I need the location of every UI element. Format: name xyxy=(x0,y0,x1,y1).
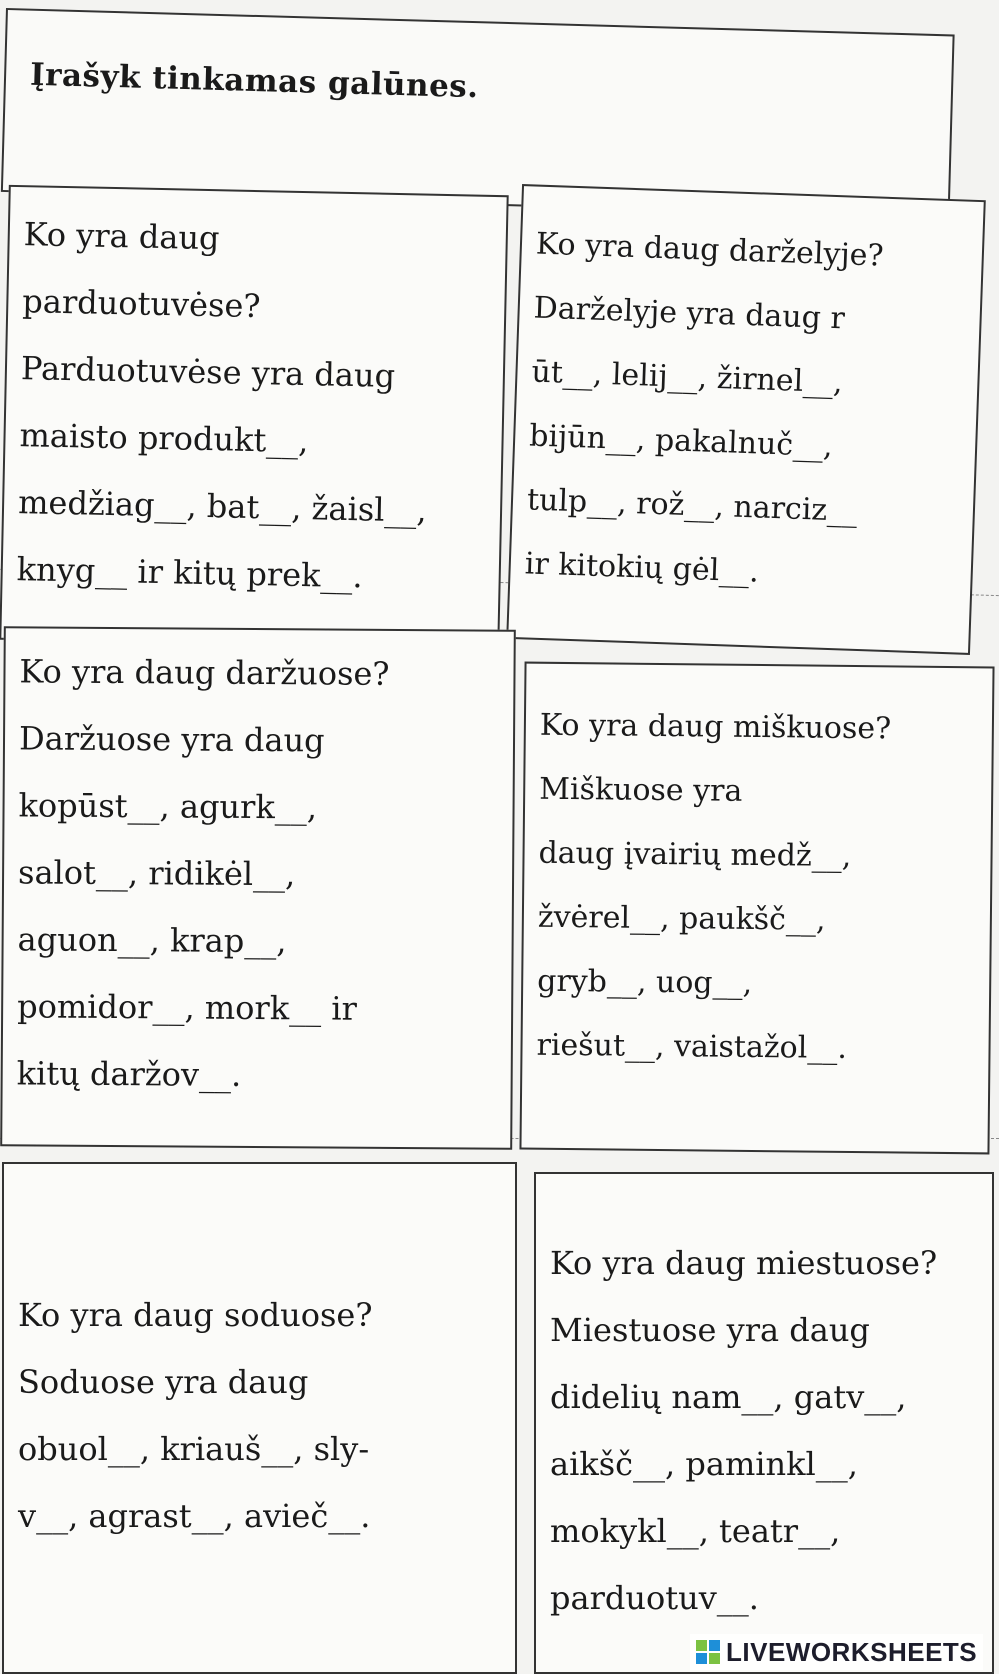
exercise-line: salot__, ridikėl__, xyxy=(17,853,296,894)
exercise-line: didelių nam__, gatv__, xyxy=(550,1378,907,1416)
exercise-line: medžiag__, bat__, žaisl__, xyxy=(17,483,428,530)
exercise-line: mokykl__, teatr__, xyxy=(550,1512,841,1550)
exercise-line: Soduose yra daug xyxy=(18,1363,309,1401)
exercise-line: Parduotuvėse yra daug xyxy=(20,349,396,395)
exercise-card-garden xyxy=(506,184,986,655)
exercise-card-vegetable-gardens xyxy=(0,626,516,1150)
exercise-line: Ko yra daug miestuose? xyxy=(550,1244,938,1282)
exercise-line: maisto produkt__, xyxy=(19,416,309,461)
exercise-line: obuol__, kriauš__, sly- xyxy=(18,1430,370,1468)
exercise-line: aguon__, krap__, xyxy=(17,920,287,961)
exercise-line: žvėrel__, paukšč__, xyxy=(537,899,826,938)
exercise-line: kitų daržov__. xyxy=(16,1054,242,1094)
exercise-card-cities xyxy=(534,1172,994,1674)
exercise-line: ir kitokių gėl__. xyxy=(524,546,760,590)
exercise-line: pomidor__, mork__ ir xyxy=(17,987,358,1028)
exercise-line: Darželyje yra daug r xyxy=(533,290,846,337)
exercise-line: Ko yra daug soduose? xyxy=(18,1296,373,1334)
exercise-line: bijūn__, pakalnuč__, xyxy=(528,418,834,465)
exercise-line: ūt__, lelij__, žirnel__, xyxy=(530,354,844,401)
exercise-line: parduotuv__. xyxy=(550,1579,759,1617)
exercise-line: Miškuose yra xyxy=(539,771,743,809)
exercise-line: gryb__, uog__, xyxy=(537,963,753,1001)
exercise-line: parduotuvėse? xyxy=(21,282,261,326)
exercise-card-orchards xyxy=(2,1162,517,1674)
exercise-line: daug įvairių medž__, xyxy=(538,835,852,874)
exercise-line: riešut__, vaistažol__. xyxy=(536,1027,848,1066)
exercise-line: kopūst__, agurk__, xyxy=(18,786,318,827)
exercise-line: Ko yra daug daržuose? xyxy=(19,652,390,693)
exercise-line: Ko yra daug miškuose? xyxy=(539,707,892,747)
exercise-line: aikšč__, paminkl__, xyxy=(550,1445,858,1483)
liveworksheets-logo xyxy=(690,1634,983,1670)
liveworksheets-logo-icon xyxy=(696,1640,720,1664)
logo-text: LIVEWORKSHEETS xyxy=(726,1636,978,1667)
page-title: Įrašyk tinkamas galūnes. xyxy=(29,56,480,106)
exercise-card-forests xyxy=(519,662,994,1155)
exercise-line: knyg__ ir kitų prek__. xyxy=(16,550,364,596)
exercise-line: Ko yra daug xyxy=(23,215,220,258)
exercise-line: tulp__, rož__, narciz__ xyxy=(526,482,858,529)
exercise-line: Ko yra daug darželyje? xyxy=(535,226,885,274)
exercise-line: Daržuose yra daug xyxy=(18,719,325,760)
exercise-card-stores xyxy=(0,185,509,650)
exercise-line: Miestuose yra daug xyxy=(550,1311,870,1349)
exercise-line: v__, agrast__, avieč__. xyxy=(18,1497,371,1535)
